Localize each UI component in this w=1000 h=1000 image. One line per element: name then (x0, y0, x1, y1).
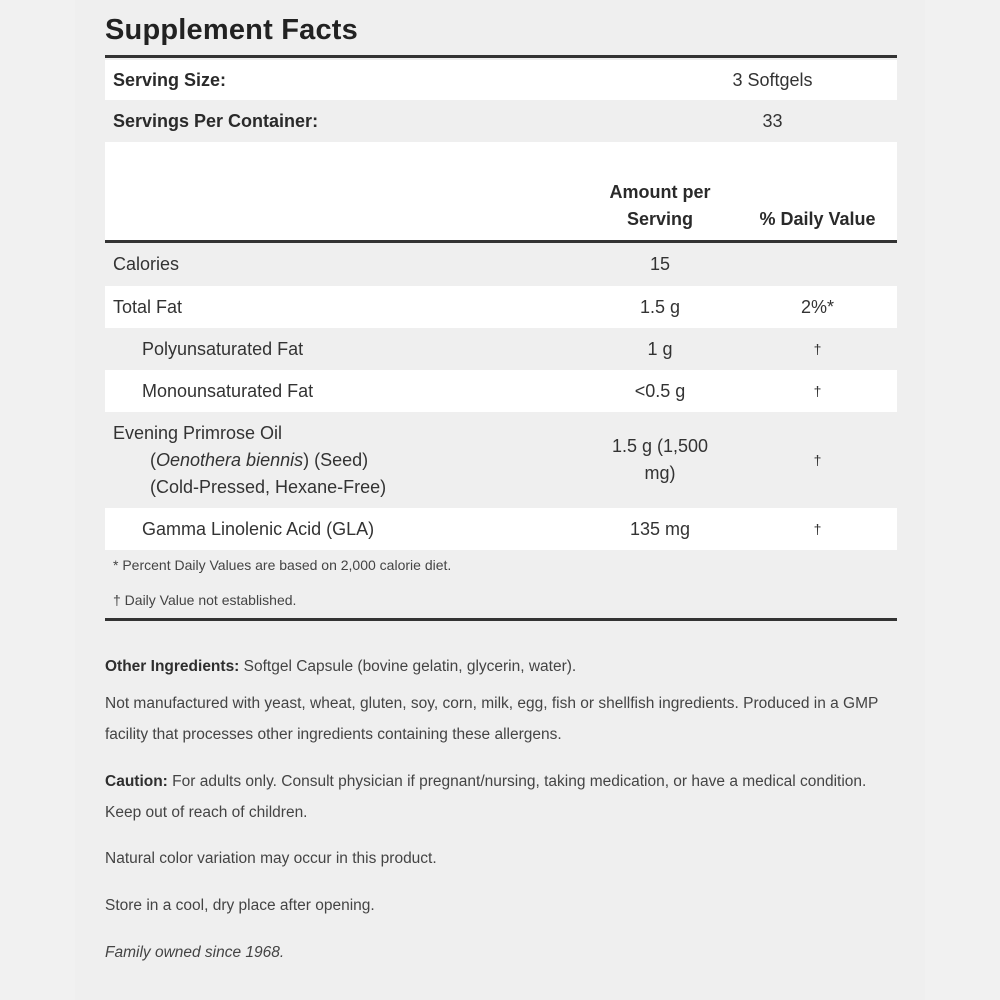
serving-size-value: 3 Softgels (732, 69, 813, 90)
nutrient-daily-value: 2%* (800, 296, 835, 317)
caution-label: Caution: (105, 773, 168, 790)
color-variation-note: Natural color variation may occur in this product. (105, 850, 437, 867)
facts-bottom-divider (105, 618, 897, 621)
nutrient-row-polyunsaturated-fat (105, 328, 897, 370)
caution-text: For adults only. Consult physician if pregnant/nursing, taking medication, or have a medical condition. Keep out of reach of children. (105, 773, 867, 821)
nutrient-row-total-fat (105, 286, 897, 328)
nutrient-name-block (105, 420, 386, 501)
nutrient-row-monounsaturated-fat (105, 370, 897, 412)
nutrient-name: Calories (113, 254, 180, 274)
nutrient-row-calories (105, 243, 897, 286)
nutrient-name: Total Fat (113, 296, 183, 317)
caution-statement (105, 766, 897, 828)
other-ingredients (105, 651, 897, 682)
nutrient-name: Monounsaturated Fat (142, 380, 314, 401)
botanical-name (113, 447, 386, 474)
storage-note: Store in a cool, dry place after opening. (105, 897, 375, 914)
nutrient-amount: 1.5 g (639, 296, 681, 317)
daily-value-header: % Daily Value (759, 209, 876, 229)
nutrient-row-evening-primrose-oil (105, 412, 897, 508)
table-header-row (105, 142, 897, 240)
nutrient-name: Gamma Linolenic Acid (GLA) (142, 518, 375, 539)
processing-note: (Cold-Pressed, Hexane-Free) (150, 476, 387, 497)
amount-per-serving-header (585, 179, 735, 233)
botanical-open: ( (150, 449, 156, 470)
allergen-statement: Not manufactured with yeast, wheat, gluten, soy, corn, milk, egg, fish or shellfish ingredients. Produced in a GMP facility that processes other ingredients containing these allergens. (105, 695, 879, 743)
other-ingredients-text: Softgel Capsule (bovine gelatin, glycerin, water). (239, 658, 577, 675)
nutrient-name: Evening Primrose Oil (113, 422, 283, 443)
amount-header-line1: Amount per (609, 182, 711, 202)
family-owned-note: Family owned since 1968. (105, 944, 285, 961)
nutrient-amount-line2: mg) (644, 463, 676, 483)
nutrient-name: Polyunsaturated Fat (142, 338, 304, 359)
servings-per-container-label: Servings Per Container: (113, 110, 319, 131)
nutrient-daily-value: † (813, 383, 822, 399)
botanical-part: ) (Seed) (303, 449, 369, 470)
serving-size-row (105, 60, 897, 100)
nutrient-row-gla (105, 508, 897, 550)
servings-per-container-value: 33 (762, 110, 783, 131)
title-divider (105, 55, 897, 58)
footnote-percent: * Percent Daily Values are based on 2,000 calorie diet. (113, 557, 452, 573)
botanical-latin: Oenothera biennis (156, 449, 304, 470)
nutrient-amount: <0.5 g (634, 380, 686, 401)
servings-per-container-row (105, 100, 897, 142)
amount-header-line2: Serving (626, 209, 694, 229)
nutrient-daily-value: † (813, 341, 822, 357)
nutrient-daily-value: † (813, 521, 822, 537)
nutrient-amount: 135 mg (629, 518, 691, 539)
nutrient-amount: 1 g (647, 338, 673, 359)
footnote-dagger: † Daily Value not established. (113, 592, 297, 608)
nutrient-amount: 15 (649, 254, 671, 274)
page-title: Supplement Facts (105, 14, 358, 46)
nutrient-amount (585, 433, 735, 487)
other-ingredients-label: Other Ingredients: (105, 658, 240, 675)
serving-size-label: Serving Size: (113, 69, 227, 90)
nutrient-daily-value: † (813, 452, 822, 468)
nutrient-amount-line1: 1.5 g (1,500 (611, 436, 709, 456)
